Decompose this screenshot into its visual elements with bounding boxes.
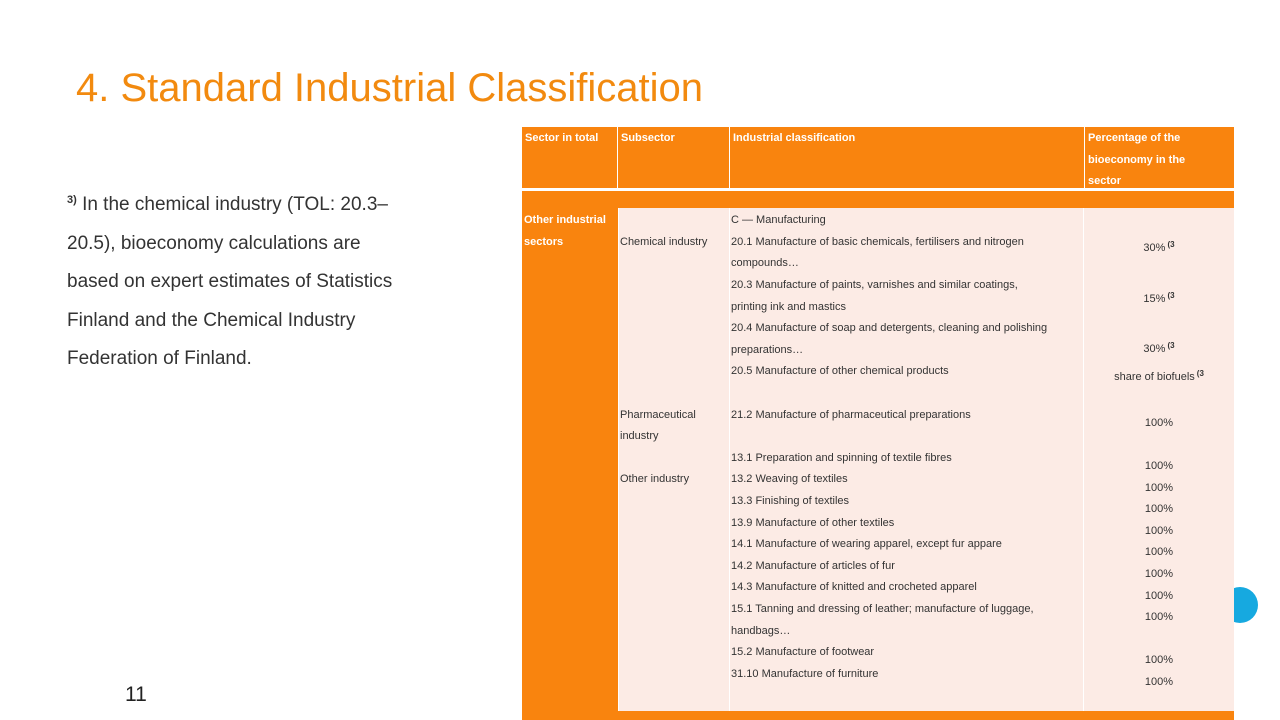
- header-percentage-line1: Percentage of the: [1088, 132, 1181, 144]
- percentage-value: 30% $^{(3}$: [1143, 240, 1175, 254]
- header-percentage: [1085, 127, 1234, 188]
- header-classification-label: Industrial classification: [733, 132, 856, 144]
- percentage-value: 100%: [1144, 482, 1174, 494]
- percentage-value: 100%: [1144, 611, 1174, 623]
- percentage-value: 100%: [1144, 417, 1174, 429]
- classification-line: 20.3 Manufacture of paints, varnishes and similar coatings,: [731, 279, 1018, 291]
- classification-line: 13.1 Preparation and spinning of textile fibres: [731, 452, 952, 464]
- classification-line: 20.1 Manufacture of basic chemicals, fertilisers and nitrogen: [731, 236, 1024, 248]
- percentage-value: 100%: [1144, 460, 1174, 472]
- footnote-body: In the chemical industry (TOL: 20.3–20.5), bioeconomy calculations are based on expert estimates of Statistics Finland and the Chemical Industry Federation of Finland.: [67, 194, 393, 369]
- classification-line: 13.9 Manufacture of other textiles: [731, 517, 895, 529]
- header-percentage-line3: sector: [1088, 175, 1122, 187]
- percentage-value: 100%: [1144, 590, 1174, 602]
- header-sector-label: Sector in total: [525, 132, 599, 144]
- classification-line: 15.2 Manufacture of footwear: [731, 646, 875, 658]
- footnote-text: [67, 186, 397, 379]
- classification-line: 15.1 Tanning and dressing of leather; manufacture of luggage,: [731, 603, 1034, 615]
- classification-line: preparations…: [731, 344, 804, 356]
- percentage-value: 100%: [1144, 503, 1174, 515]
- classification-line: 14.1 Manufacture of wearing apparel, except fur appare: [731, 538, 1002, 550]
- percentage-value: 100%: [1144, 676, 1174, 688]
- header-subsector-label: Subsector: [621, 132, 675, 144]
- page-number: 11: [125, 683, 147, 706]
- classification-line: compounds…: [731, 257, 799, 269]
- percentage-value: 15% $^{(3}$: [1143, 291, 1175, 305]
- header-percentage-line2: bioeconomy in the: [1088, 153, 1186, 166]
- classification-line: 20.5 Manufacture of other chemical products: [731, 365, 949, 377]
- percentage-value: 100%: [1144, 546, 1174, 558]
- classification-line: printing ink and mastics: [731, 301, 846, 313]
- classification-line: 13.3 Finishing of textiles: [731, 495, 850, 507]
- percentage-value: 30% $^{(3}$: [1143, 341, 1175, 355]
- percentage-value: 100%: [1144, 525, 1174, 537]
- classification-line: 20.4 Manufacture of soap and detergents, cleaning and polishing: [731, 322, 1048, 334]
- classification-table: [522, 127, 1234, 720]
- table-footer-bar: [522, 711, 1234, 720]
- percentage-value: 100%: [1144, 568, 1174, 580]
- header-classification: [730, 127, 1084, 188]
- subsector-column: [619, 208, 729, 711]
- classification-line: handbags…: [731, 625, 791, 637]
- header-sector: [522, 127, 617, 188]
- percentage-value: 100%: [1144, 654, 1174, 666]
- header-subsector: [618, 127, 729, 188]
- classification-line: 14.3 Manufacture of knitted and crocheted apparel: [731, 581, 977, 593]
- classification-line: 31.10 Manufacture of furniture: [731, 668, 879, 680]
- footnote-marker: 3): [67, 194, 77, 206]
- sector-label-line1: Other industrial: [524, 214, 606, 226]
- subsector-pharma-line1: Pharmaceutical: [620, 409, 696, 421]
- sector-label-line2: sectors: [524, 236, 564, 248]
- classification-line: 14.2 Manufacture of articles of fur: [731, 560, 895, 572]
- table-separator-bar: [522, 191, 1234, 208]
- sector-column: [522, 208, 618, 711]
- classification-line: 21.2 Manufacture of pharmaceutical preparations: [731, 409, 971, 421]
- subsector-chemical: Chemical industry: [620, 236, 708, 248]
- percentage-value: share of biofuels $^{(3}$: [1114, 369, 1204, 383]
- classification-line: 13.2 Weaving of textiles: [731, 473, 848, 485]
- slide-title: 4. Standard Industrial Classification: [76, 66, 703, 110]
- subsector-other: Other industry: [620, 473, 690, 485]
- classification-line: C — Manufacturing: [731, 214, 826, 226]
- subsector-pharma-line2: industry: [620, 430, 659, 442]
